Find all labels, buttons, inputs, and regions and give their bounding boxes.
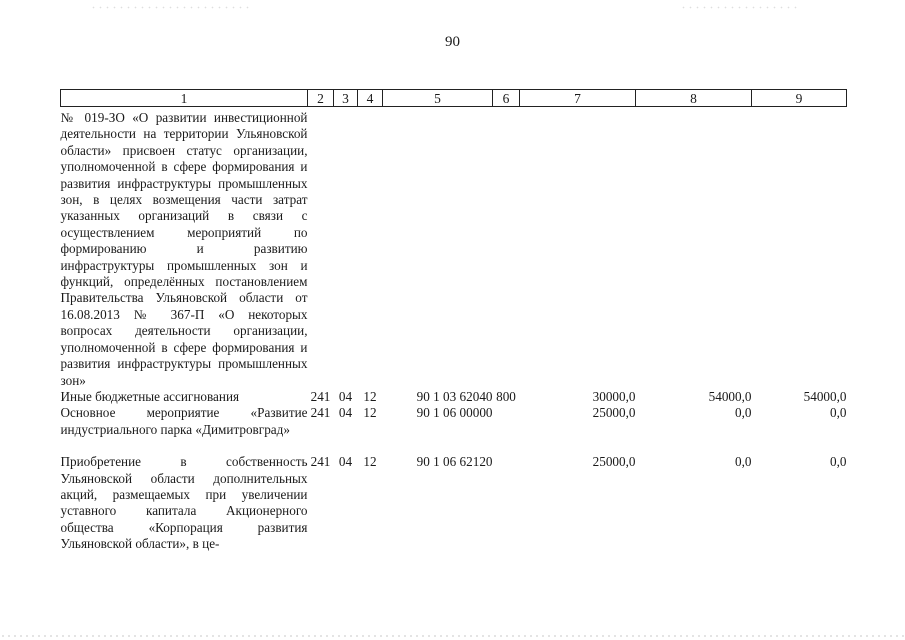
table-row <box>61 405 847 438</box>
cell-target-article: 90 1 06 62120 <box>416 454 493 470</box>
cell-target-article: 90 1 03 62040 <box>416 388 493 404</box>
cell-amount-col8: 0,0 <box>735 454 752 470</box>
cell-ministry: 241 <box>310 388 331 404</box>
table-row <box>61 107 847 389</box>
col-header-6: 6 <box>493 90 520 107</box>
cell-amount-col9: 0,0 <box>830 454 847 470</box>
scan-noise-bottom <box>0 634 905 638</box>
cell-subsection <box>358 107 383 389</box>
cell-section: 04 <box>338 454 353 470</box>
cell-expense-type <box>493 107 520 389</box>
table-row <box>61 438 847 552</box>
row-description: № 019-ЗО «О развитии инвестиционной деятельности на территории Ульяновской области» присвоен статус организации, уполномоченной в сфере формирования и развития инфраструктуры промышленных зон, в целях возмещения части затрат указанных организаций в связи с осуществлением мероприятий по формированию и развитию инфраструктуры промышленных зон и функций, определённых постановлением Правительства Ульяновской области от 16.08.2013 № 367-П «О некоторых вопросах деятельности организации, уполномоченной в сфере формирования и развития инфраструктуры промышленных зон» <box>60 110 308 388</box>
budget-table <box>60 89 847 553</box>
cell-amount-col7: 25000,0 <box>592 405 636 421</box>
cell-amount-col7: 25000,0 <box>592 454 636 470</box>
table-row <box>61 389 847 405</box>
scan-noise-top-right <box>680 6 800 9</box>
cell-ministry <box>308 107 334 389</box>
cell-section <box>334 107 358 389</box>
cell-subsection: 12 <box>363 388 377 404</box>
row-description: Основное мероприятие «Развитие индустриального парка «Димитровград» <box>60 405 308 437</box>
cell-amount-col9 <box>752 107 847 389</box>
cell-amount-col8 <box>636 107 752 389</box>
cell-expense-type: 800 <box>496 388 516 404</box>
row-description: Иные бюджетные ассигнования <box>60 388 240 404</box>
cell-section: 04 <box>338 405 353 421</box>
col-header-9: 9 <box>752 90 847 107</box>
cell-subsection: 12 <box>363 405 377 421</box>
col-header-1: 1 <box>61 90 308 107</box>
scan-noise-top-left <box>90 6 250 9</box>
cell-amount-col8: 0,0 <box>735 405 752 421</box>
cell-expense-type <box>493 405 520 438</box>
column-number-header-row <box>61 90 847 107</box>
cell-ministry: 241 <box>310 405 331 421</box>
col-header-7: 7 <box>520 90 636 107</box>
row-description: Приобретение в собственность Ульяновской области дополнительных акций, размещаемых при увеличении уставного капитала Акционерного общества «Корпорация развития Ульяновской области», в це- <box>60 454 308 552</box>
col-header-4: 4 <box>358 90 383 107</box>
cell-amount-col9: 0,0 <box>830 405 847 421</box>
col-header-3: 3 <box>334 90 358 107</box>
cell-target-article <box>383 107 493 389</box>
cell-expense-type <box>493 438 520 552</box>
cell-amount-col9: 54000,0 <box>803 388 847 404</box>
cell-amount-col7: 30000,0 <box>592 388 636 404</box>
cell-subsection: 12 <box>363 454 377 470</box>
cell-section: 04 <box>338 388 353 404</box>
cell-ministry: 241 <box>310 454 331 470</box>
col-header-8: 8 <box>636 90 752 107</box>
page-number: 90 <box>445 34 460 50</box>
col-header-5: 5 <box>383 90 493 107</box>
cell-amount-col8: 54000,0 <box>708 388 752 404</box>
col-header-2: 2 <box>308 90 334 107</box>
cell-target-article: 90 1 06 00000 <box>416 405 493 421</box>
cell-amount-col7 <box>520 107 636 389</box>
